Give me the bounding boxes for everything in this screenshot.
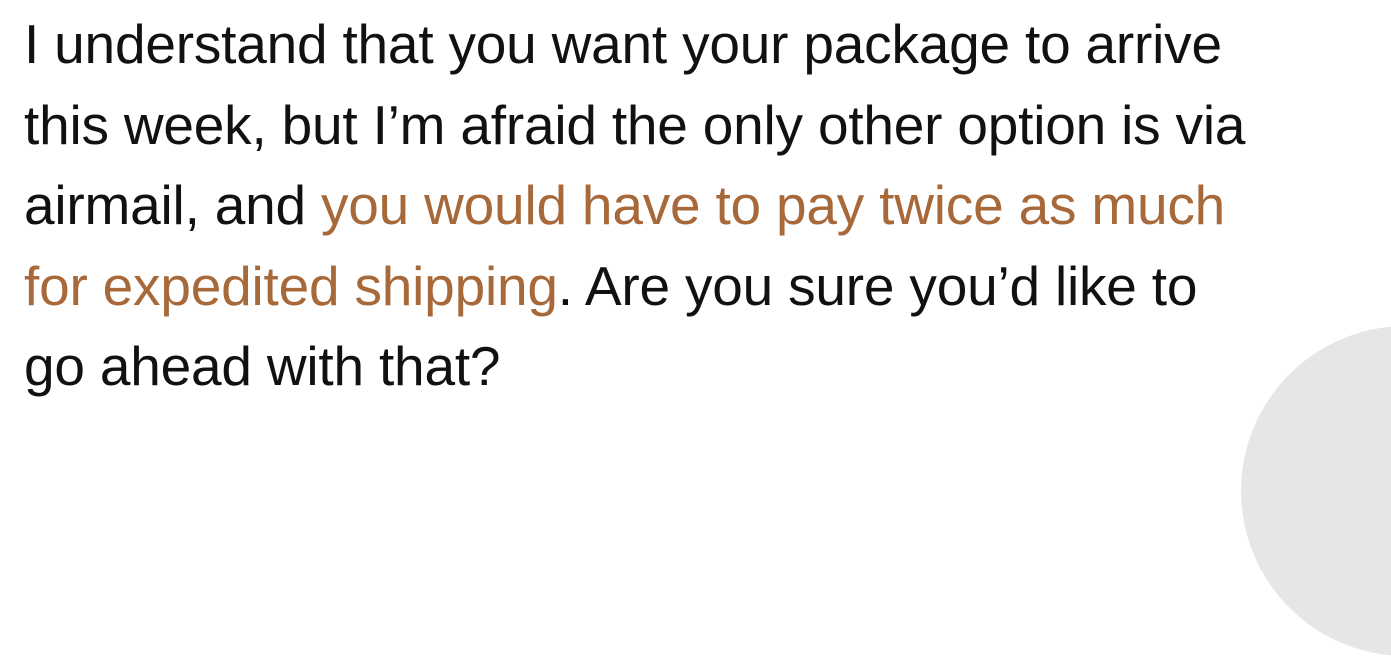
message-line-2: this week, but I’m afraid the only other option is via — [24, 93, 1246, 156]
message-paragraph — [24, 4, 1364, 407]
message-line-4 — [24, 246, 1364, 327]
message-text: airmail, and — [24, 174, 321, 236]
highlighted-text: for expedited shipping — [24, 254, 558, 317]
highlighted-text: you would have to pay twice as much — [320, 174, 1226, 236]
message-line-1: I understand that you want your package to arrive — [24, 13, 1222, 75]
message-line-5: go ahead with that? — [24, 335, 501, 397]
message-line-3 — [24, 165, 1364, 246]
message-text: . Are you sure you’d like to — [557, 254, 1198, 317]
